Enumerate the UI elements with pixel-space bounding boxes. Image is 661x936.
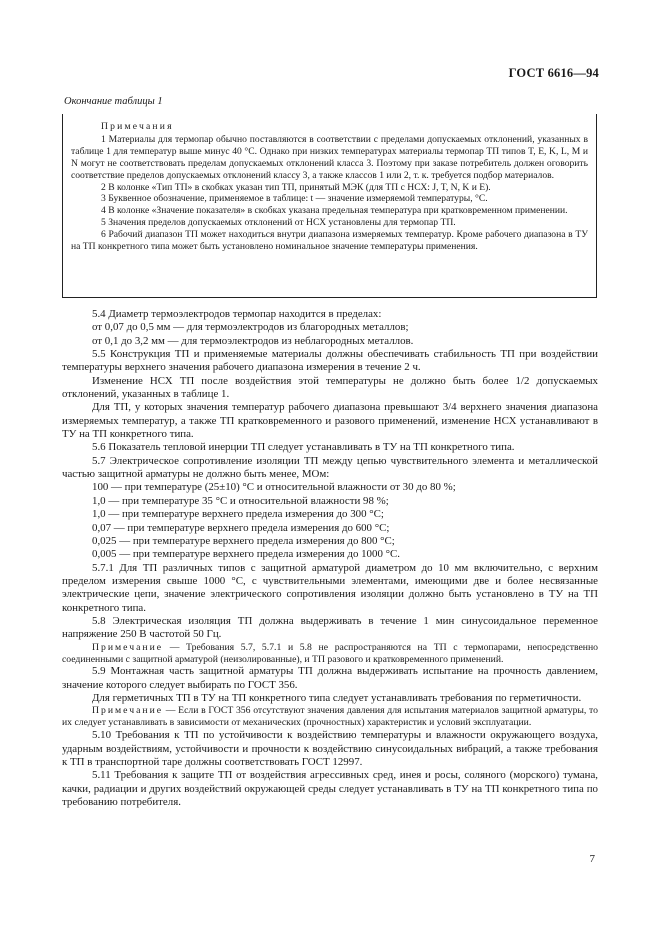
list-item: 100 — при температуре (25±10) °С и относительной влажности от 30 до 80 %; <box>92 481 456 494</box>
paragraph-5-5: 5.5 Конструкция ТП и применяемые материалы должны обеспечивать стабильность ТП при воздействии температуры верхнего значения рабочего диапазона измерения в течение 2 ч. <box>62 348 598 374</box>
main-text <box>62 308 598 809</box>
note-5-9 <box>62 705 598 729</box>
text-part: допускаемых отклонений, указанных в таблице 1. <box>62 374 598 401</box>
paragraph-5-5-change <box>62 375 598 402</box>
note-5-8 <box>62 642 598 666</box>
text-part: Изменение НСХ ТП после воздействия этой температуры не должно быть более <box>92 374 509 387</box>
note-text: — Требования 5.7, 5.7.1 и 5.8 не распространяются на ТП с термопарами, непосредственно соединенными с защитной арматурой (неизолированные), и ТП разового и кратковременного применений. <box>62 641 598 665</box>
paragraph-5-10: 5.10 Требования к ТП по устойчивости к воздействию температуры и влажности окружающего воздуха, ударным воздействиям, устойчивости и прочности к воздействию синусоидальных вибраций, а также требования к ТП в транспортной таре должны соответствовать ГОСТ 12997. <box>62 729 598 768</box>
paragraph-5-4-noble: от 0,07 до 0,5 мм — для термоэлектродов из благородных металлов; <box>92 321 409 334</box>
notes-heading: Примечания <box>101 121 174 132</box>
paragraph-5-11: 5.11 Требования к защите ТП от воздействия агрессивных сред, инея и росы, соляного (морского) тумана, качки, радиации и других воздействий окружающей среды следует устанавливать в ТУ на ТП конкретного типа по требованию потребителя. <box>62 769 598 808</box>
paragraph-5-9-hermetic: Для герметичных ТП в ТУ на ТП конкретного типа следует устанавливать требования по герметичности. <box>92 692 582 705</box>
paragraph-5-4: 5.4 Диаметр термоэлектродов термопар находится в пределах: <box>92 308 382 320</box>
note-item-1: 1 Материалы для термопар обычно поставляются в соответствии с пределами допускаемых отклонений, указанных в таблице 1 для температур выше минус 40 °С. Однако при низких температурах материалы термопар ТП типов T, E, K, L, M и N могут не соответствовать пределам допускаемых отклонений класса 3. Поэтому при заказе потребитель должен оговорить соответствие пределов допускаемых отклонений классу 3, а также классов 1 или 2, т. к. требуется подбор материалов. <box>71 133 588 181</box>
paragraph-5-5-range <box>62 401 598 441</box>
list-item: 0,07 — при температуре верхнего предела измерения до 600 °С; <box>92 521 390 534</box>
paragraph-5-8: 5.8 Электрическая изоляция ТП должна выдерживать в течение 1 мин синусоидальное переменное напряжение 250 В частотой 50 Гц. <box>62 614 598 641</box>
text-part: верхнего значения диапазона измеряемых температур, а также ТП кратковременного и разового применений, изменение НСХ устанавливают в ТУ на ТП конкретного типа. <box>62 401 598 441</box>
note-item-5: 5 Значения пределов допускаемых отклонений от НСХ установлены для термопар ТП. <box>101 217 456 229</box>
list-item: 1,0 — при температуре 35 °С и относительной влажности 98 %; <box>92 494 389 507</box>
paragraph-5-7: 5.7 Электрическое сопротивление изоляции ТП между цепью чувствительного элемента и металлической частью защитной арматуры не должно быть менее, МОм: <box>62 454 598 481</box>
note-text: — Если в ГОСТ 356 отсутствуют значения давления для испытания материалов защитной арматуры, то их следует устанавливать в зависимости от механических (прочностных) характеристик и условий эксплуатации. <box>62 705 598 729</box>
note-label: Примечание <box>92 705 164 717</box>
list-item: 0,025 — при температуре верхнего предела измерения до 800 °С; <box>92 534 395 547</box>
paragraph-5-9: 5.9 Монтажная часть защитной арматуры ТП должна выдерживать испытание на прочность давлением, значение которого следует выбирать по ГОСТ 356. <box>62 665 598 691</box>
note-label: Примечание <box>92 641 164 653</box>
paragraph-5-4-base: от 0,1 до 3,2 мм — для термоэлектродов из неблагородных металлов. <box>92 334 414 347</box>
note-item-4: 4 В колонке «Значение показателя» в скобках указана предельная температура при кратковременном применении. <box>101 205 568 217</box>
table-continuation-label: Окончание таблицы 1 <box>64 96 163 107</box>
note-item-3: 3 Буквенное обозначение, применяемое в таблице: t — значение измеряемой температуры, °С. <box>101 193 488 205</box>
document-code: ГОСТ 6616—94 <box>508 66 599 80</box>
list-item: 0,005 — при температуре верхнего предела измерения до 1000 °С. <box>92 548 400 561</box>
fraction-three-quarters: 3/4 <box>442 401 457 414</box>
fraction-half: 1/2 <box>515 374 530 387</box>
note-item-6: 6 Рабочий диапазон ТП может находиться внутри диапазона измеряемых температур. Кроме рабочего диапазона в ТУ на ТП конкретного типа может быть установлено номинальное значение температуры применения. <box>71 229 588 253</box>
text-part: Для ТП, у которых значения температур рабочего диапазона превышают <box>92 401 439 414</box>
paragraph-5-7-1: 5.7.1 Для ТП различных типов с защитной арматурой диаметром до 10 мм включительно, с верхним пределом измерения свыше 1000 °С, с чувствительными элементами, имеющими две и более несвязанные электрические цепи, значение электрического сопротивления изоляции должно быть установлено в ТУ на ТП конкретного типа. <box>62 561 598 614</box>
table-notes-box <box>62 114 597 298</box>
paragraph-5-6: 5.6 Показатель тепловой инерции ТП следует устанавливать в ТУ на ТП конкретного типа. <box>92 441 515 454</box>
page-number: 7 <box>589 853 595 865</box>
list-item: 1,0 — при температуре верхнего предела измерения до 300 °С; <box>92 508 384 521</box>
note-item-2: 2 В колонке «Тип ТП» в скобках указан тип ТП, принятый МЭК (для ТП с НСХ: J, T, N, K и E). <box>101 181 491 193</box>
